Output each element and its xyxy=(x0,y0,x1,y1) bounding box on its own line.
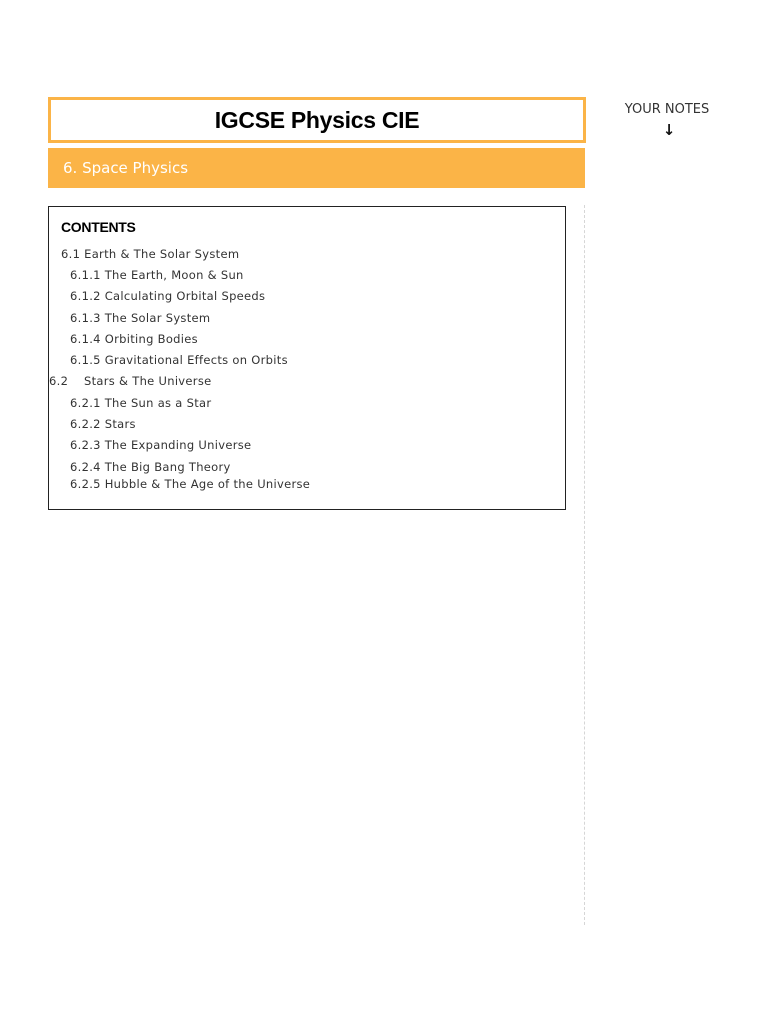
toc-item-6-2-4[interactable]: 6.2.4 The Big Bang Theory xyxy=(70,460,231,474)
contents-heading: CONTENTS xyxy=(61,219,136,235)
toc-item-6-1-2[interactable]: 6.1.2 Calculating Orbital Speeds xyxy=(70,289,266,303)
toc-item-6-1[interactable]: 6.1 Earth & The Solar System xyxy=(61,247,240,261)
your-notes-label: YOUR NOTES xyxy=(624,102,710,117)
section-banner xyxy=(48,148,585,188)
notes-divider xyxy=(584,205,585,925)
arrow-down-icon: ↓ xyxy=(662,121,676,139)
title-box xyxy=(48,97,586,143)
toc-item-6-2-1[interactable]: 6.2.1 The Sun as a Star xyxy=(70,396,212,410)
toc-item-6-1-5[interactable]: 6.1.5 Gravitational Effects on Orbits xyxy=(70,353,288,367)
toc-item-6-1-1[interactable]: 6.1.1 The Earth, Moon & Sun xyxy=(70,268,244,282)
toc-item-6-1-4[interactable]: 6.1.4 Orbiting Bodies xyxy=(70,332,198,346)
page-title: IGCSE Physics CIE xyxy=(214,106,420,133)
toc-item-6-1-3[interactable]: 6.1.3 The Solar System xyxy=(70,311,211,325)
toc-item-6-2-2[interactable]: 6.2.2 Stars xyxy=(70,417,136,431)
section-title: 6. Space Physics xyxy=(63,159,189,177)
toc-item-6-2-5[interactable]: 6.2.5 Hubble & The Age of the Universe xyxy=(70,477,311,491)
contents-box xyxy=(48,206,566,510)
toc-item-6-2[interactable]: 6.2 Stars & The Universe xyxy=(49,374,212,388)
toc-item-6-2-3[interactable]: 6.2.3 The Expanding Universe xyxy=(70,438,252,452)
